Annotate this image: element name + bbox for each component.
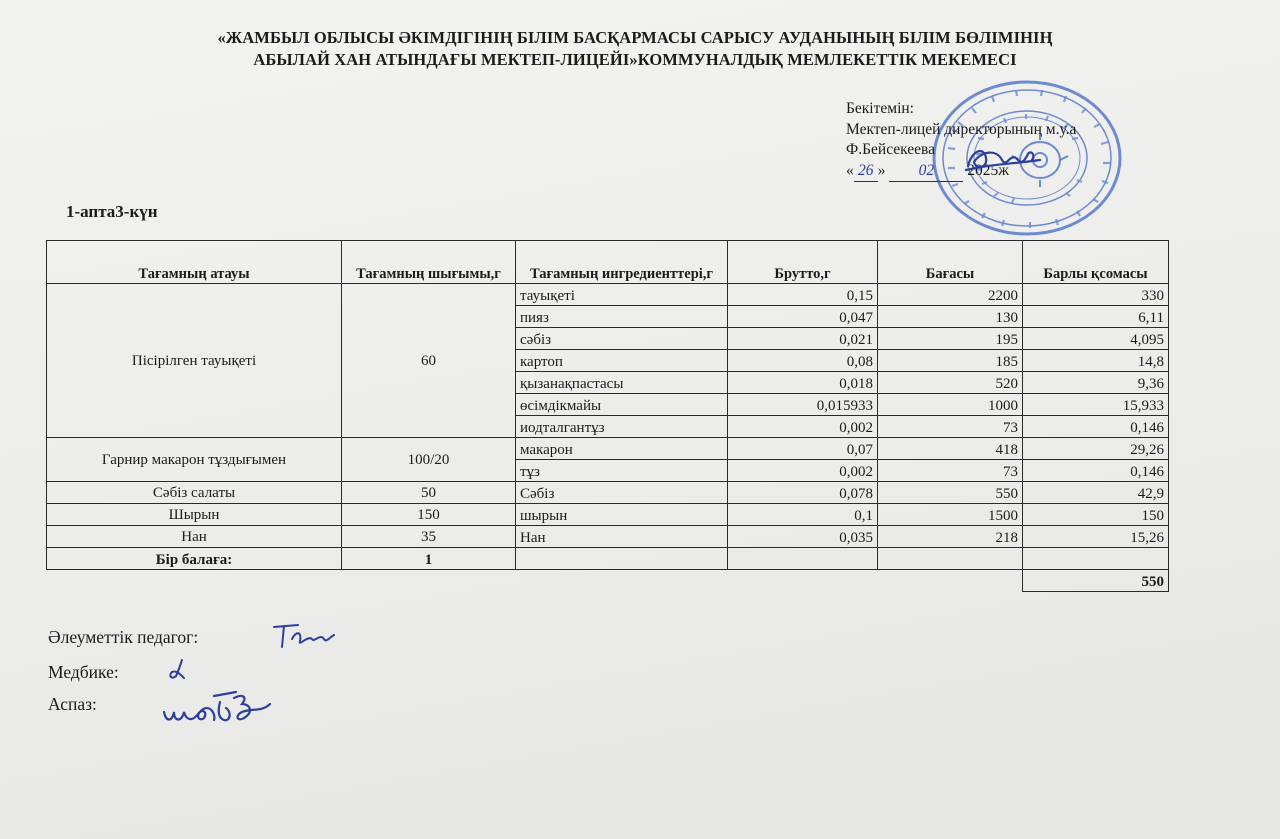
footer-empty-cell xyxy=(1023,548,1169,570)
dish-yield: 35 xyxy=(342,526,516,548)
ingredient-name: қызанақпастасы xyxy=(516,372,728,394)
date-day: 26 xyxy=(854,161,878,183)
ingredient-total: 0,146 xyxy=(1023,416,1169,438)
ingredient-name: картоп xyxy=(516,350,728,372)
dish-name: Сәбіз салаты xyxy=(47,482,342,504)
ingredient-brutto: 0,08 xyxy=(728,350,878,372)
ingredient-price: 185 xyxy=(878,350,1023,372)
table-row xyxy=(47,504,1169,526)
header-line-1: «ЖАМБЫЛ ОБЛЫСЫ ӘКІМДІГІНІҢ БІЛІМ БАСҚАРМАСЫ САРЫСУ АУДАНЫНЫҢ БІЛІМ БӨЛІМІНІҢ xyxy=(217,28,1053,47)
ingredient-name: өсімдікмайы xyxy=(516,394,728,416)
institution-header xyxy=(0,27,1270,71)
ingredient-total: 4,095 xyxy=(1023,328,1169,350)
footer-empty-cell xyxy=(728,548,878,570)
cook-signature-icon xyxy=(158,690,276,732)
footer-empty-cell xyxy=(878,548,1023,570)
ingredient-total: 29,26 xyxy=(1023,438,1169,460)
ingredient-brutto: 0,021 xyxy=(728,328,878,350)
ingredient-total: 15,26 xyxy=(1023,526,1169,548)
staff-role: Әлеуметтік педагог: xyxy=(48,627,199,647)
date-year: 2025ж xyxy=(967,161,1009,179)
grand-total-spacer xyxy=(878,570,1023,592)
dish-yield: 150 xyxy=(342,504,516,526)
ingredient-name: Нан xyxy=(516,526,728,548)
ingredient-price: 130 xyxy=(878,306,1023,328)
ingredient-name: сәбіз xyxy=(516,328,728,350)
ingredient-name: тауықеті xyxy=(516,284,728,306)
dish-yield: 50 xyxy=(342,482,516,504)
table-row xyxy=(47,438,1169,460)
header-yield: Тағамның шығымы,г xyxy=(342,241,516,284)
staff-cook xyxy=(48,694,97,715)
ingredient-brutto: 0,047 xyxy=(728,306,878,328)
ingredient-price: 418 xyxy=(878,438,1023,460)
dish-yield: 100/20 xyxy=(342,438,516,482)
header-ingredients: Тағамның ингредиенттері,г xyxy=(516,241,728,284)
approval-position: Мектеп-лицей директорының м.у.а xyxy=(846,120,1077,138)
footer-empty-cell xyxy=(516,548,728,570)
footer-row xyxy=(47,548,1169,570)
ingredient-price: 1500 xyxy=(878,504,1023,526)
ingredient-name: пияз xyxy=(516,306,728,328)
ingredient-brutto: 0,035 xyxy=(728,526,878,548)
director-signature-icon xyxy=(962,140,1042,176)
approval-title: Бекітемін: xyxy=(846,100,914,117)
dish-name: Шырын xyxy=(47,504,342,526)
header-total: Барлы қсомасы xyxy=(1023,241,1169,284)
date-month: 02 xyxy=(889,161,963,183)
ingredient-brutto: 0,015933 xyxy=(728,394,878,416)
staff-role: Медбике: xyxy=(48,662,119,682)
grand-total-spacer xyxy=(728,570,878,592)
ingredient-price: 218 xyxy=(878,526,1023,548)
grand-total-spacer xyxy=(516,570,728,592)
ingredient-total: 0,146 xyxy=(1023,460,1169,482)
dish-name: Нан xyxy=(47,526,342,548)
ingredient-total: 42,9 xyxy=(1023,482,1169,504)
ingredient-name: шырын xyxy=(516,504,728,526)
ingredient-brutto: 0,002 xyxy=(728,416,878,438)
ingredient-total: 150 xyxy=(1023,504,1169,526)
grand-total: 550 xyxy=(1023,570,1169,592)
table-row xyxy=(47,482,1169,504)
dish-name: Пісірілген тауықеті xyxy=(47,284,342,438)
menu-table xyxy=(46,240,1169,592)
footer-count: 1 xyxy=(342,548,516,570)
header-price: Бағасы xyxy=(878,241,1023,284)
grand-total-spacer xyxy=(342,570,516,592)
ingredient-total: 15,933 xyxy=(1023,394,1169,416)
ingredient-total: 6,11 xyxy=(1023,306,1169,328)
staff-role: Аспаз: xyxy=(48,694,97,714)
date-open-quote: « xyxy=(846,161,854,179)
ingredient-price: 550 xyxy=(878,482,1023,504)
ingredient-total: 14,8 xyxy=(1023,350,1169,372)
ingredient-price: 195 xyxy=(878,328,1023,350)
staff-nurse xyxy=(48,662,119,683)
header-dish-name: Тағамның атауы xyxy=(47,241,342,284)
grand-total-row xyxy=(47,570,1169,592)
ingredient-brutto: 0,15 xyxy=(728,284,878,306)
ingredient-brutto: 0,002 xyxy=(728,460,878,482)
footer-label: Бір балаға: xyxy=(47,548,342,570)
dish-name: Гарнир макарон тұздығымен xyxy=(47,438,342,482)
ingredient-name: макарон xyxy=(516,438,728,460)
ingredient-name: иодталгантұз xyxy=(516,416,728,438)
ingredient-brutto: 0,018 xyxy=(728,372,878,394)
table-row xyxy=(47,284,1169,306)
table-header-row xyxy=(47,241,1169,284)
ingredient-price: 2200 xyxy=(878,284,1023,306)
staff-social-pedagogue xyxy=(48,627,198,648)
ingredient-price: 73 xyxy=(878,460,1023,482)
ingredient-brutto: 0,1 xyxy=(728,504,878,526)
ingredient-price: 1000 xyxy=(878,394,1023,416)
ingredient-name: тұз xyxy=(516,460,728,482)
approval-name: Ф.Бейсекеева xyxy=(846,141,936,158)
ingredient-price: 73 xyxy=(878,416,1023,438)
menu-table-body xyxy=(47,284,1169,548)
ingredient-total: 9,36 xyxy=(1023,372,1169,394)
dish-yield: 60 xyxy=(342,284,516,438)
header-brutto: Брутто,г xyxy=(728,241,878,284)
grand-total-spacer xyxy=(47,570,342,592)
table-row xyxy=(47,526,1169,548)
social-pedagogue-signature-icon xyxy=(268,617,338,653)
ingredient-brutto: 0,078 xyxy=(728,482,878,504)
ingredient-name: Сәбіз xyxy=(516,482,728,504)
ingredient-price: 520 xyxy=(878,372,1023,394)
ingredient-brutto: 0,07 xyxy=(728,438,878,460)
nurse-signature-icon xyxy=(162,656,192,686)
header-line-2: АБЫЛАЙ ХАН АТЫНДАҒЫ МЕКТЕП-ЛИЦЕЙІ»КОММУНАЛДЫҚ МЕМЛЕКЕТТІК МЕКЕМЕСІ xyxy=(253,50,1017,69)
date-close-quote: » xyxy=(877,161,886,179)
week-day-label: 1-апта3-күн xyxy=(66,202,158,221)
ingredient-total: 330 xyxy=(1023,284,1169,306)
